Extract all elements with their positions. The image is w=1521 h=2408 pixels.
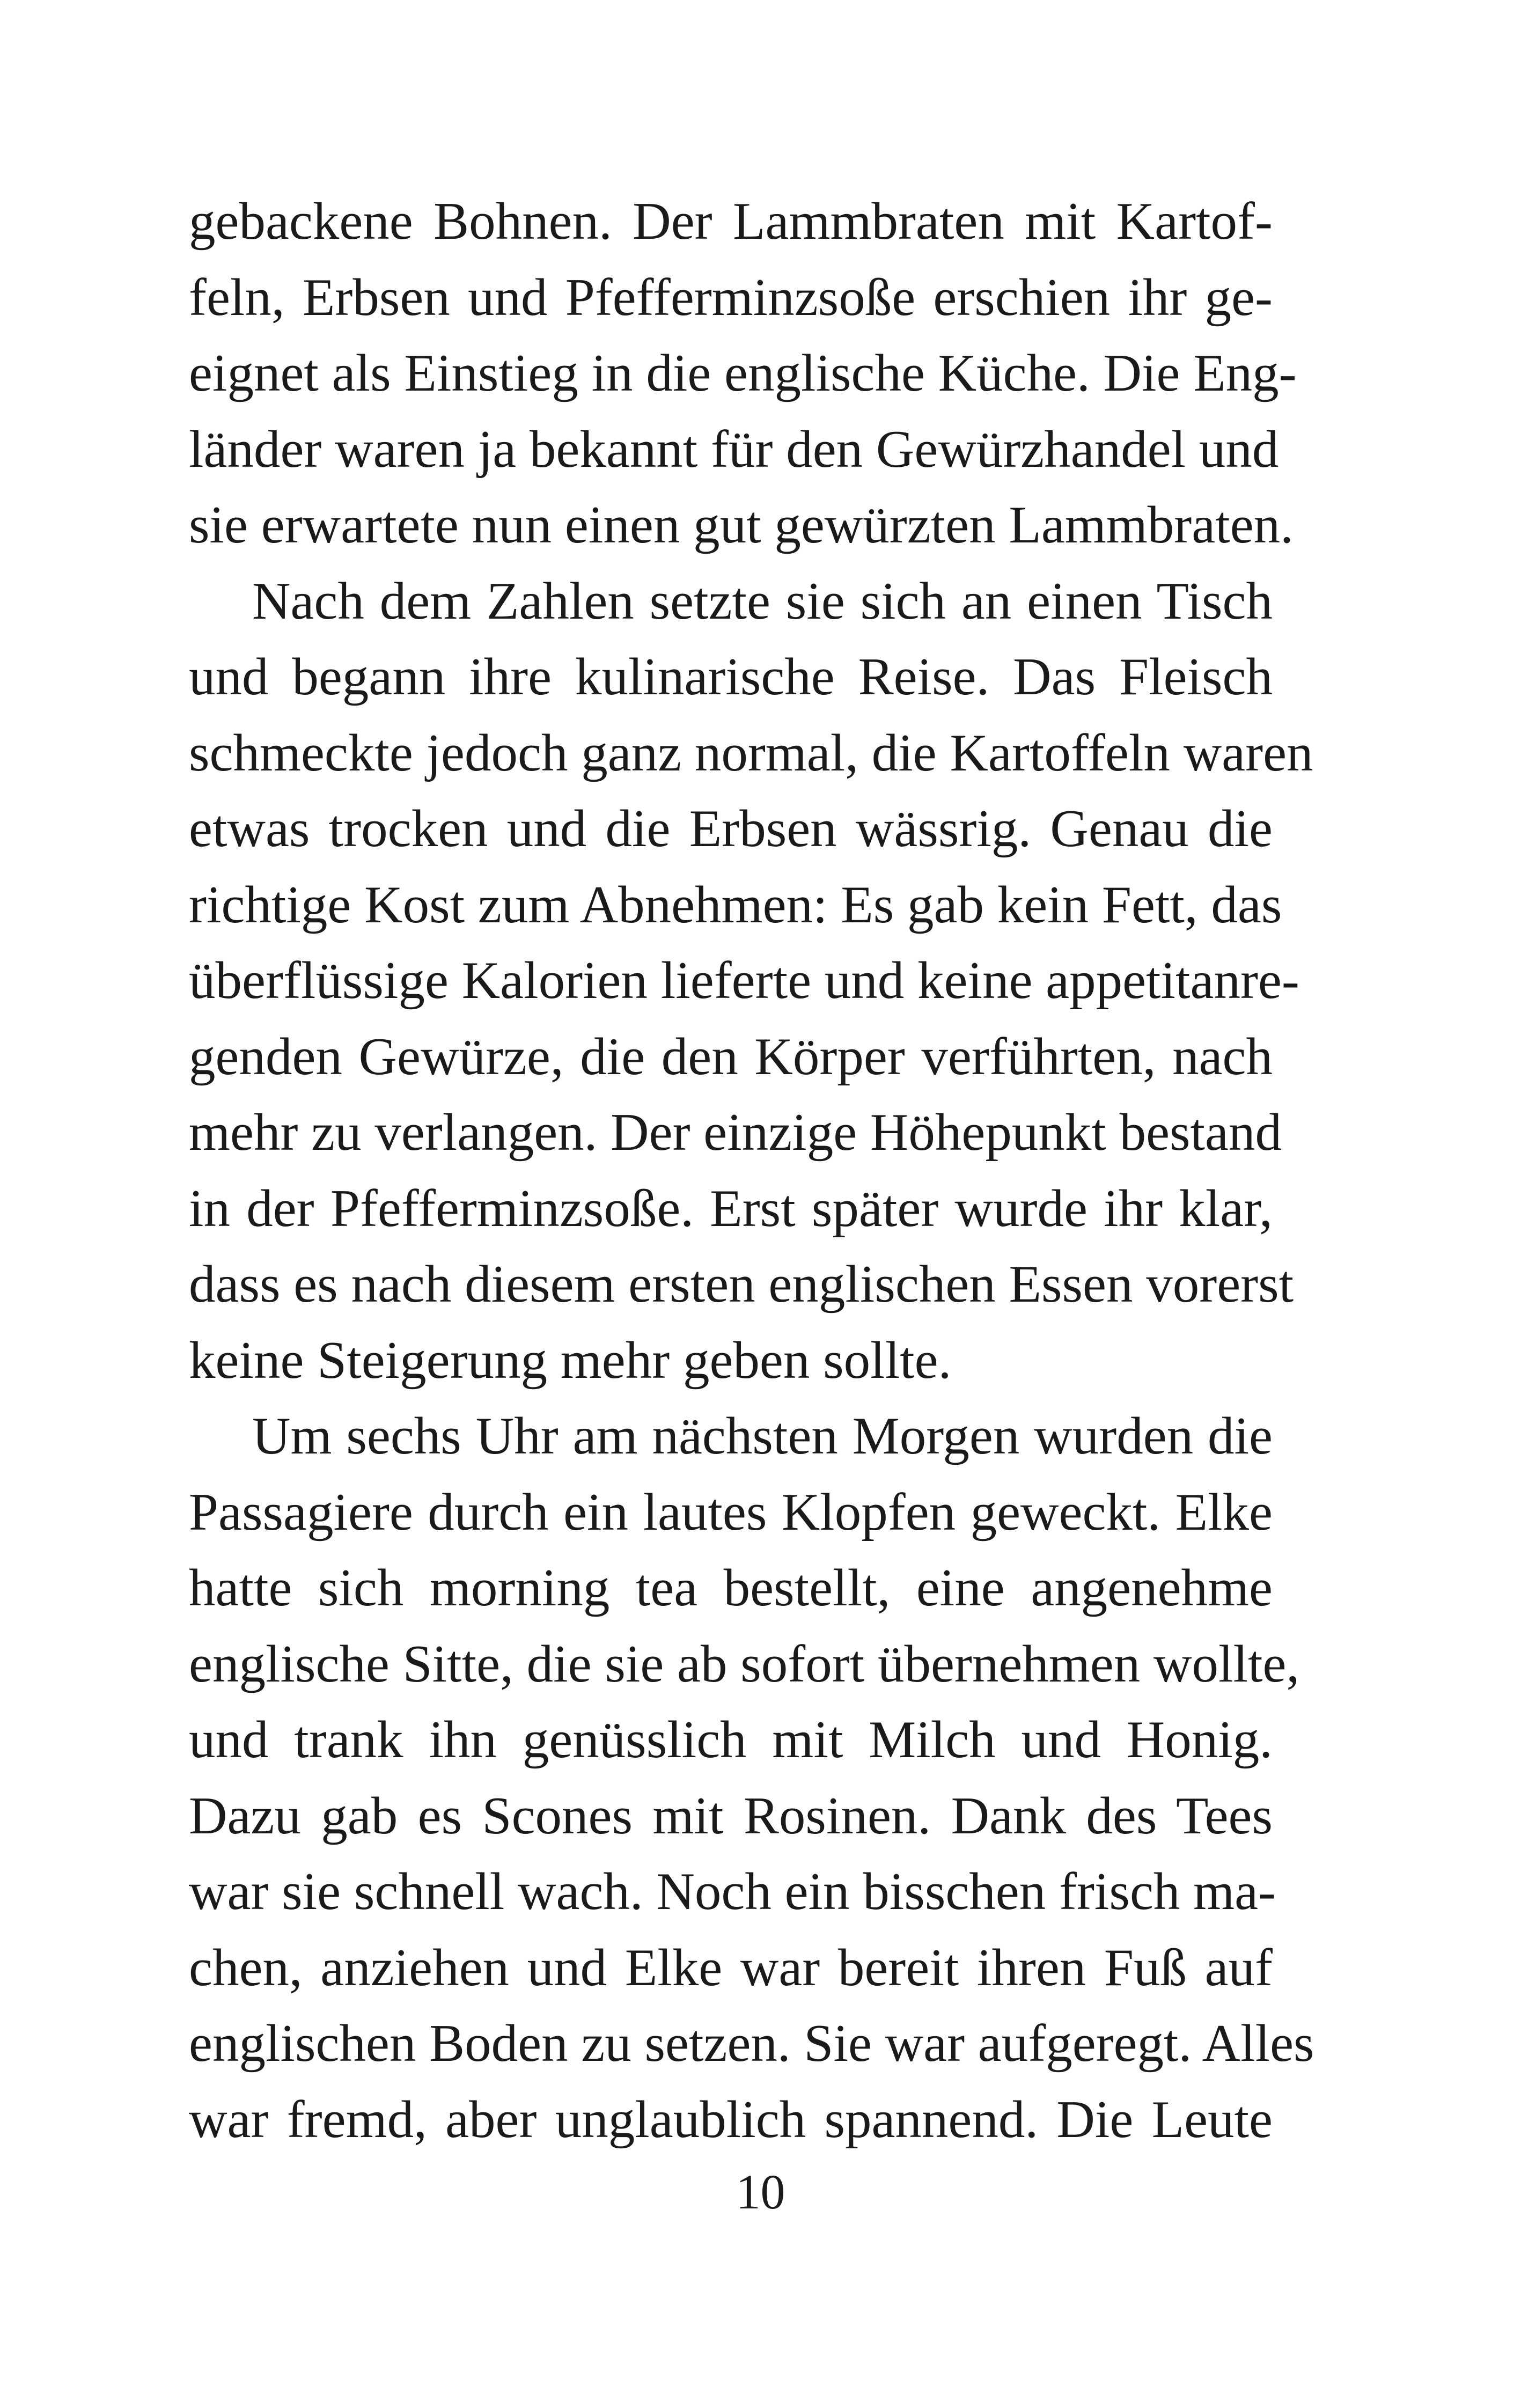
text-line: mehr zu verlangen. Der einzige Höhepunkt bestand — [189, 1103, 1282, 1162]
text-line: Passagiere durch ein lautes Klopfen geweckt. Elke — [189, 1482, 1273, 1541]
text-line: und begann ihre kulinarische Reise. Das Fleisch — [189, 648, 1273, 706]
paragraph-2 — [189, 563, 1313, 1399]
text-line: war sie schnell wach. Noch ein bisschen frisch ma- — [189, 1862, 1276, 1921]
text-line: Nach dem Zahlen setzte sie sich an einen Tisch — [252, 571, 1273, 630]
text-line: englischen Boden zu setzen. Sie war aufgeregt. Alles — [189, 2014, 1314, 2073]
text-line: keine Steigerung mehr geben sollte. — [189, 1331, 952, 1390]
body-text — [189, 183, 1314, 2157]
text-line: richtige Kost zum Abnehmen: Es gab kein Fett, das — [189, 875, 1282, 934]
text-line: und trank ihn genüsslich mit Milch und Honig. — [189, 1710, 1273, 1769]
text-line: in der Pfefferminzsoße. Erst später wurde ihr klar, — [189, 1179, 1273, 1238]
text-line: gebackene Bohnen. Der Lammbraten mit Kartof- — [189, 192, 1273, 251]
text-line: feln, Erbsen und Pfefferminzsoße erschien ihr ge- — [189, 268, 1273, 327]
text-line: Dazu gab es Scones mit Rosinen. Dank des Tees — [189, 1786, 1273, 1845]
paragraph-3 — [189, 1398, 1314, 2157]
text-line: Um sechs Uhr am nächsten Morgen wurden die — [252, 1407, 1273, 1465]
text-line: länder waren ja bekannt für den Gewürzhandel und — [189, 420, 1279, 479]
page-number: 10 — [736, 2164, 785, 2219]
text-line: englische Sitte, die sie ab sofort übernehmen wollte, — [189, 1634, 1300, 1693]
text-line: chen, anziehen und Elke war bereit ihren Fuß auf — [189, 1938, 1273, 1997]
text-line: schmeckte jedoch ganz normal, die Kartoffeln waren — [189, 723, 1313, 782]
text-line: dass es nach diesem ersten englischen Essen vorerst — [189, 1255, 1294, 1313]
text-line: eignet als Einstieg in die englische Küche. Die Eng- — [189, 344, 1297, 402]
paragraph-1 — [189, 183, 1297, 563]
text-line: hatte sich morning tea bestellt, eine angenehme — [189, 1559, 1273, 1617]
text-line: sie erwartete nun einen gut gewürzten Lammbraten. — [189, 496, 1294, 554]
text-line: überflüssige Kalorien lieferte und keine appetitanre- — [189, 951, 1299, 1010]
text-line: genden Gewürze, die den Körper verführten, nach — [189, 1027, 1273, 1086]
text-line: etwas trocken und die Erbsen wässrig. Genau die — [189, 799, 1273, 858]
text-line: war fremd, aber unglaublich spannend. Die Leute — [189, 2090, 1273, 2149]
